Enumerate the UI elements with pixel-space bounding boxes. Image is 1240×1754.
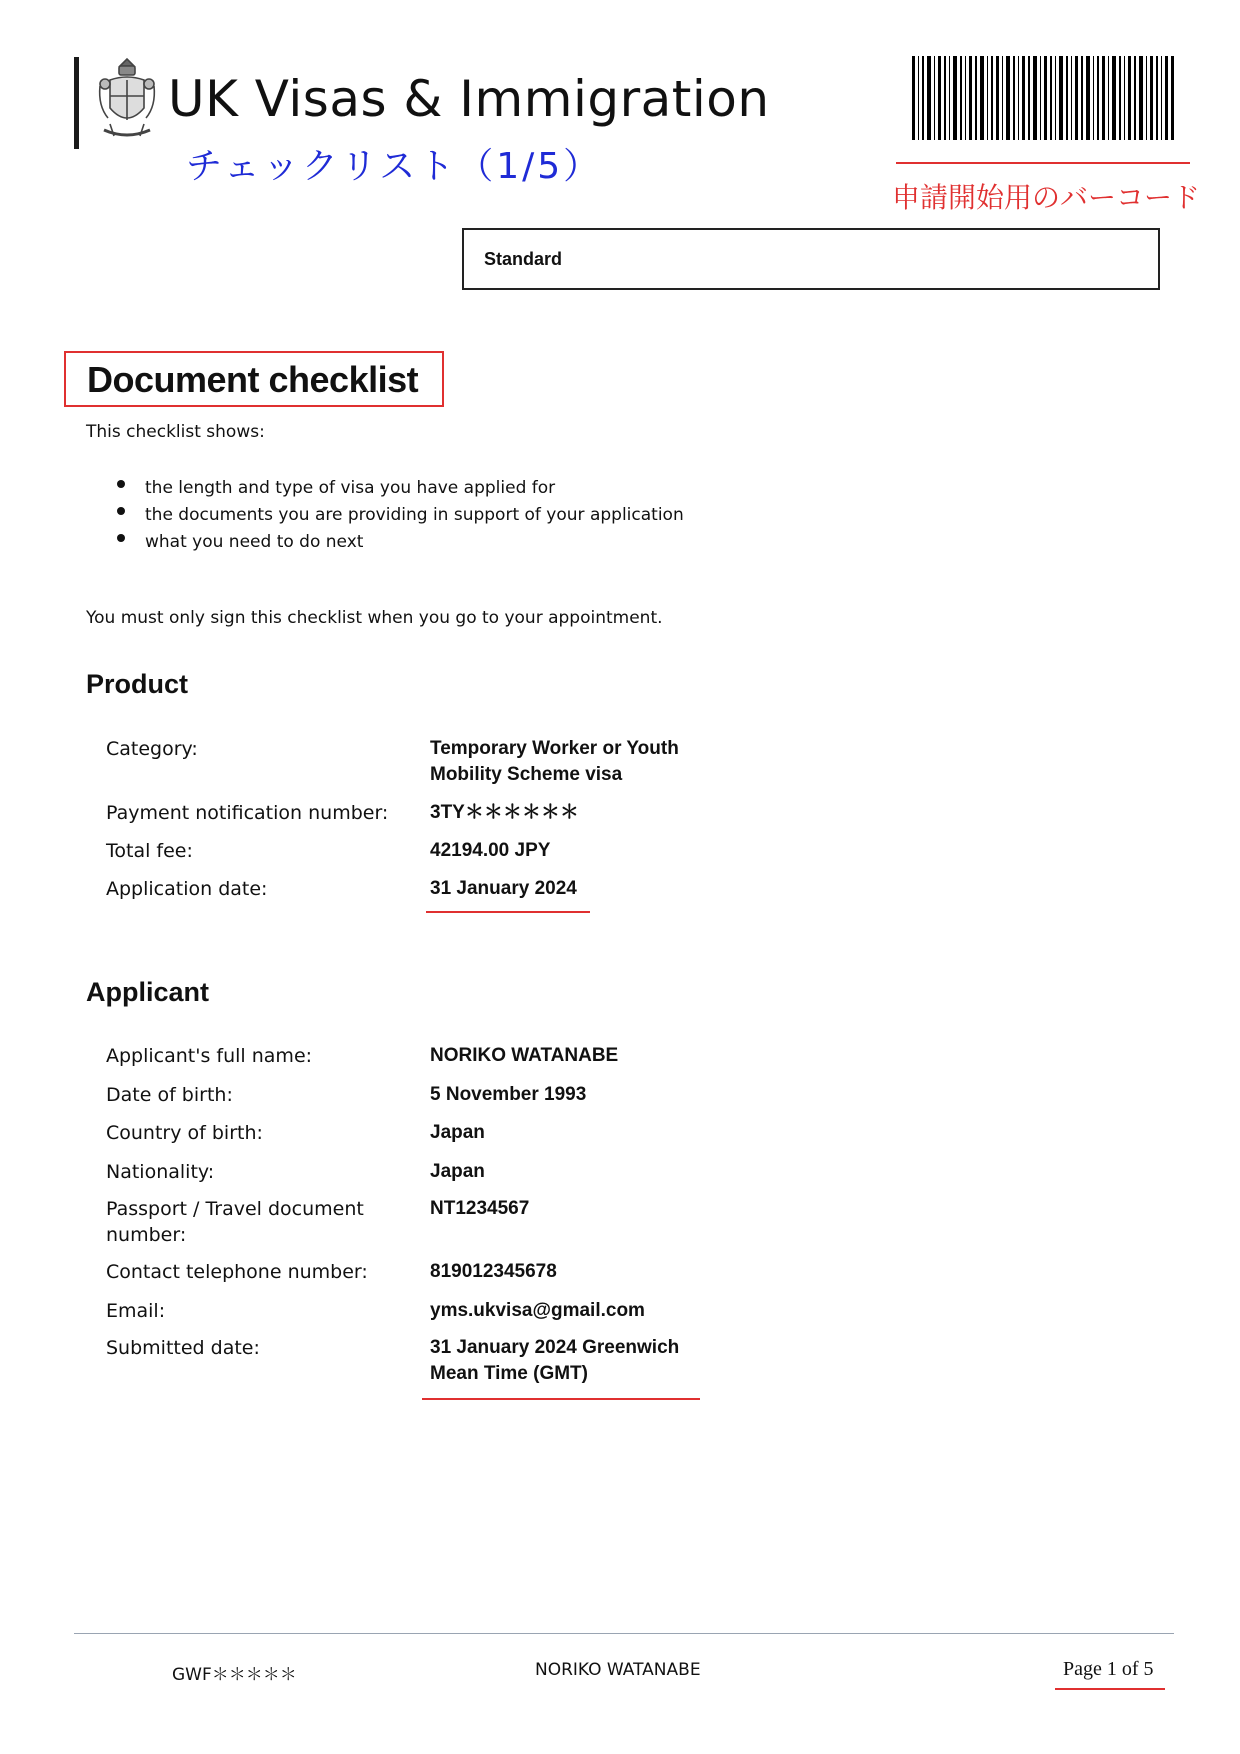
barcode-annotation: 申請開始用のバーコード — [892, 181, 1201, 214]
date-of-birth-label: Date of birth: — [106, 1084, 233, 1106]
submitted-date-underline — [422, 1398, 700, 1400]
passport-number-value: NT1234567 — [430, 1198, 530, 1219]
barcode-annotation-underline — [896, 162, 1190, 164]
footer-gwf-reference: GWF＊＊＊＊＊ — [172, 1665, 297, 1685]
full-name-label: Applicant's full name: — [106, 1045, 313, 1067]
full-name-value: NORIKO WATANABE — [430, 1045, 619, 1066]
email-label: Email: — [106, 1300, 166, 1322]
list-item: what you need to do next — [145, 532, 364, 552]
submitted-date-label: Submitted date: — [106, 1337, 260, 1359]
page-number: Page 1 of 5 — [1063, 1658, 1154, 1680]
passport-number-label: Passport / Travel document number: — [106, 1198, 364, 1246]
telephone-label: Contact telephone number: — [106, 1261, 368, 1283]
total-fee-value: 42194.00 JPY — [430, 840, 551, 861]
payment-number-label: Payment notification number: — [106, 802, 389, 824]
country-of-birth-value: Japan — [430, 1122, 485, 1143]
application-date-underline — [426, 911, 590, 913]
nationality-label: Nationality: — [106, 1161, 215, 1183]
logo-divider-bar — [74, 57, 79, 149]
brand-title: UK Visas & Immigration — [168, 70, 770, 128]
document-title-highlight — [64, 351, 444, 407]
category-value: Temporary Worker or Youth Mobility Scheme visa — [430, 738, 679, 785]
product-heading: Product — [86, 669, 189, 699]
page-number-underline — [1055, 1688, 1165, 1690]
total-fee-label: Total fee: — [106, 840, 193, 862]
payment-number-value: 3TY＊＊＊＊＊＊ — [430, 802, 579, 823]
page-title: Document checklist — [87, 359, 419, 400]
list-item: the documents you are providing in support of your application — [145, 505, 684, 525]
service-level-label: Standard — [484, 249, 563, 269]
application-date-value: 31 January 2024 — [430, 878, 577, 899]
category-label: Category: — [106, 738, 198, 760]
list-item: the length and type of visa you have applied for — [145, 478, 556, 498]
application-date-label: Application date: — [106, 878, 268, 900]
date-of-birth-value: 5 November 1993 — [430, 1084, 587, 1105]
nationality-value: Japan — [430, 1161, 485, 1182]
royal-crest-icon — [96, 56, 158, 152]
email-value: yms.ukvisa@gmail.com — [430, 1300, 645, 1321]
submitted-date-value: 31 January 2024 Greenwich Mean Time (GMT) — [430, 1337, 680, 1384]
bullet-icon — [117, 534, 125, 542]
telephone-value: 819012345678 — [430, 1261, 557, 1282]
barcode-icon — [912, 56, 1174, 140]
country-of-birth-label: Country of birth: — [106, 1122, 263, 1144]
sign-note: You must only sign this checklist when you go to your appointment. — [86, 608, 663, 628]
bullet-icon — [117, 480, 125, 488]
applicant-heading: Applicant — [86, 977, 210, 1007]
checklist-page-annotation: チェックリスト（1/5） — [186, 146, 603, 187]
footer-applicant-name: NORIKO WATANABE — [535, 1660, 701, 1680]
intro-lead: This checklist shows: — [86, 422, 265, 442]
service-level-box — [462, 228, 1160, 290]
bullet-icon — [117, 507, 125, 515]
footer-divider — [74, 1633, 1174, 1634]
